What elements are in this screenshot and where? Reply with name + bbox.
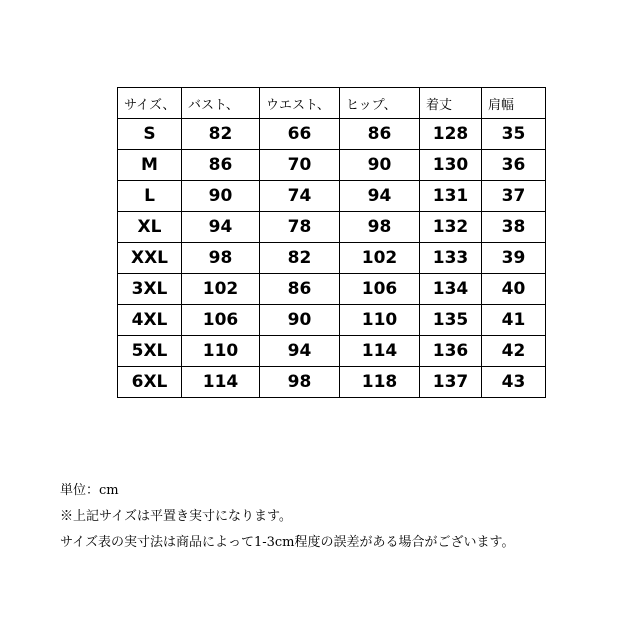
cell-length: 130 xyxy=(420,150,482,181)
cell-size: M xyxy=(118,150,182,181)
cell-waist: 74 xyxy=(260,181,340,212)
cell-bust: 110 xyxy=(182,336,260,367)
cell-waist: 86 xyxy=(260,274,340,305)
cell-hip: 94 xyxy=(340,181,420,212)
cell-length: 131 xyxy=(420,181,482,212)
cell-length: 135 xyxy=(420,305,482,336)
header-length: 着丈 xyxy=(420,88,482,119)
cell-length: 133 xyxy=(420,243,482,274)
table-row xyxy=(118,212,546,243)
cell-waist: 98 xyxy=(260,367,340,398)
cell-bust: 94 xyxy=(182,212,260,243)
cell-shoulder: 41 xyxy=(482,305,546,336)
cell-waist: 82 xyxy=(260,243,340,274)
cell-bust: 106 xyxy=(182,305,260,336)
cell-shoulder: 39 xyxy=(482,243,546,274)
cell-waist: 78 xyxy=(260,212,340,243)
cell-size: 5XL xyxy=(118,336,182,367)
cell-waist: 90 xyxy=(260,305,340,336)
cell-hip: 86 xyxy=(340,119,420,150)
cell-length: 136 xyxy=(420,336,482,367)
table-row xyxy=(118,119,546,150)
cell-length: 128 xyxy=(420,119,482,150)
cell-bust: 98 xyxy=(182,243,260,274)
cell-shoulder: 42 xyxy=(482,336,546,367)
measurement-note: ※上記サイズは平置き実寸になります。 xyxy=(60,509,292,524)
unit-note: 単位：cm xyxy=(60,483,119,498)
cell-hip: 102 xyxy=(340,243,420,274)
table-row xyxy=(118,243,546,274)
cell-waist: 94 xyxy=(260,336,340,367)
cell-size: L xyxy=(118,181,182,212)
cell-hip: 118 xyxy=(340,367,420,398)
header-shoulder: 肩幅 xyxy=(482,88,546,119)
cell-hip: 90 xyxy=(340,150,420,181)
cell-bust: 82 xyxy=(182,119,260,150)
table-row xyxy=(118,150,546,181)
cell-bust: 114 xyxy=(182,367,260,398)
header-size: サイズ、 xyxy=(118,88,182,119)
cell-hip: 114 xyxy=(340,336,420,367)
cell-size: 6XL xyxy=(118,367,182,398)
cell-shoulder: 36 xyxy=(482,150,546,181)
table-row xyxy=(118,336,546,367)
cell-size: XL xyxy=(118,212,182,243)
tolerance-note: サイズ表の実寸法は商品によって1-3cm程度の誤差がある場合がございます。 xyxy=(60,535,515,550)
cell-bust: 86 xyxy=(182,150,260,181)
cell-bust: 90 xyxy=(182,181,260,212)
header-bust: バスト、 xyxy=(182,88,260,119)
size-chart-table xyxy=(117,87,546,398)
cell-hip: 98 xyxy=(340,212,420,243)
cell-bust: 102 xyxy=(182,274,260,305)
cell-hip: 106 xyxy=(340,274,420,305)
cell-size: XXL xyxy=(118,243,182,274)
cell-waist: 70 xyxy=(260,150,340,181)
cell-hip: 110 xyxy=(340,305,420,336)
table-row xyxy=(118,367,546,398)
cell-shoulder: 37 xyxy=(482,181,546,212)
table-header-row xyxy=(118,88,546,119)
notes xyxy=(60,478,514,556)
cell-size: 4XL xyxy=(118,305,182,336)
table-row xyxy=(118,305,546,336)
cell-length: 134 xyxy=(420,274,482,305)
cell-shoulder: 38 xyxy=(482,212,546,243)
cell-shoulder: 43 xyxy=(482,367,546,398)
cell-size: S xyxy=(118,119,182,150)
cell-size: 3XL xyxy=(118,274,182,305)
cell-shoulder: 40 xyxy=(482,274,546,305)
cell-length: 132 xyxy=(420,212,482,243)
header-hip: ヒップ、 xyxy=(340,88,420,119)
table-row xyxy=(118,181,546,212)
header-waist: ウエスト、 xyxy=(260,88,340,119)
table-row xyxy=(118,274,546,305)
cell-length: 137 xyxy=(420,367,482,398)
cell-shoulder: 35 xyxy=(482,119,546,150)
cell-waist: 66 xyxy=(260,119,340,150)
